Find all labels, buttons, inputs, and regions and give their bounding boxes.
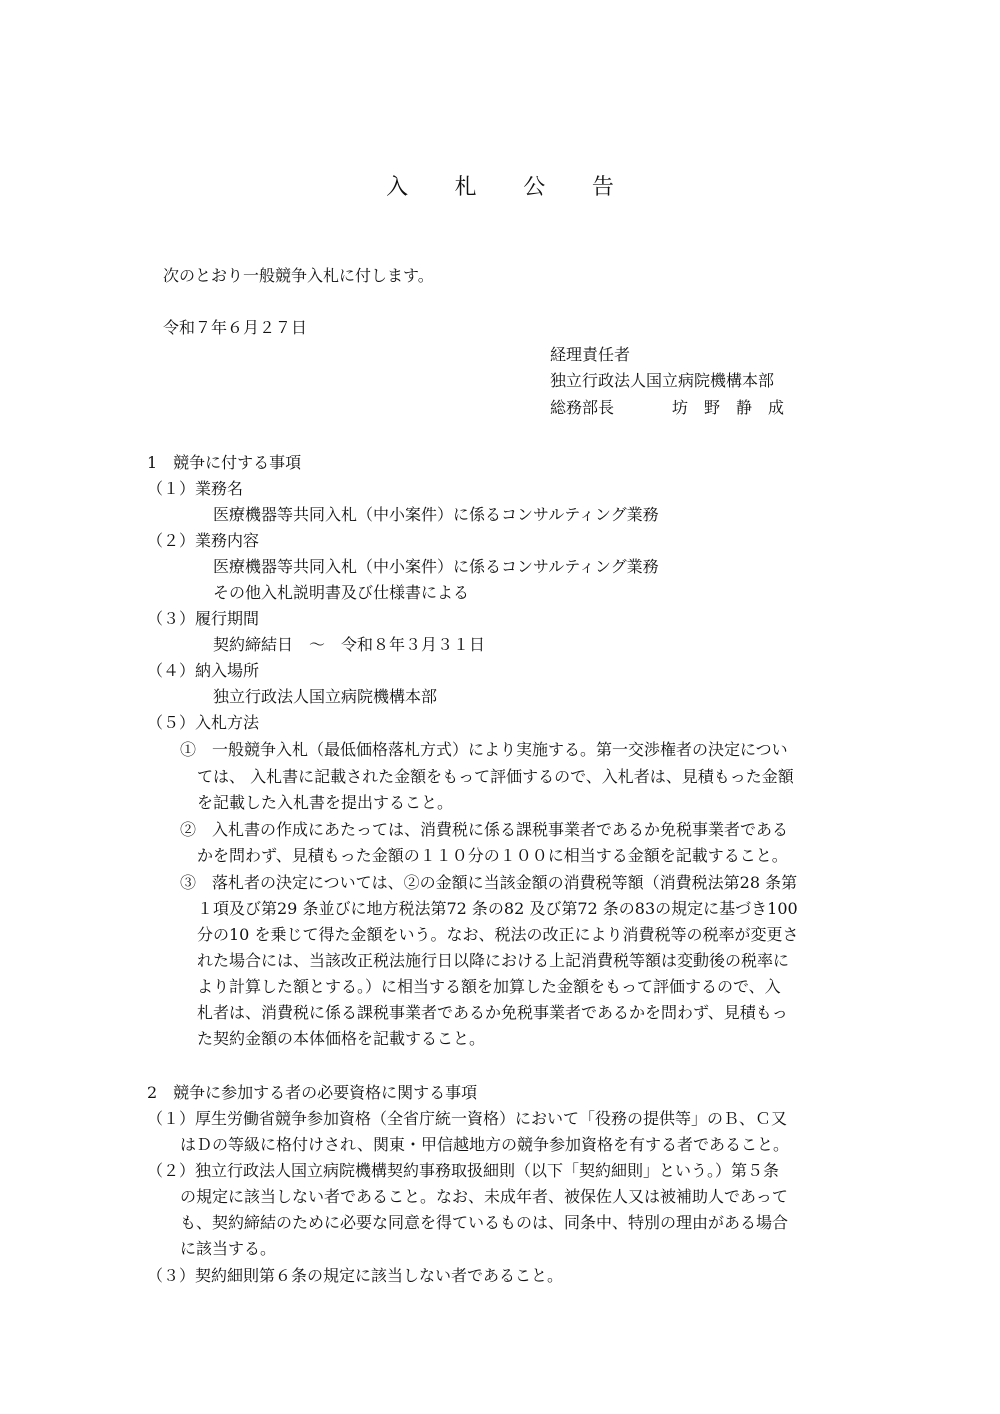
section2-item3-line: （３）契約細則第６条の規定に該当しない者であること。 [147, 1266, 564, 1285]
item5-sub1-line: ては、 入札書に記載された金額をもって評価するので、入札者は、見積もった金額 [197, 767, 794, 786]
section2-item2-line: の規定に該当しない者であること。なお、未成年者、被保佐人又は被補助人であって [180, 1187, 788, 1206]
item2-line: その他入札説明書及び仕様書による [213, 583, 470, 602]
item5-sub2-line: かを問わず、見積もった金額の１１０分の１００に相当する金額を記載すること。 [197, 846, 788, 865]
item4-label: （４）納入場所 [147, 661, 260, 680]
section2-item2-line: も、契約締結のために必要な同意を得ているものは、同条中、特別の理由がある場合 [180, 1213, 789, 1232]
item3-label: （３）履行期間 [147, 609, 260, 628]
issuer-position: 総務部長 [550, 398, 615, 417]
section2-item2-line: （２）独立行政法人国立病院機構契約事務取扱細則（以下「契約細則」という。）第５条 [147, 1161, 780, 1180]
item2-line: 医療機器等共同入札（中小案件）に係るコンサルティング業務 [213, 557, 659, 576]
item2-label: （２）業務内容 [147, 531, 260, 550]
item5-sub3-line: １項及び第29 条並びに地方税法第72 条の82 及び第72 条の83の規定に基づき100 [197, 899, 798, 918]
notice-title: 入 札 公 告 [386, 175, 634, 200]
section2-item1-line: はＤの等級に格付けされ、関東・甲信越地方の競争参加資格を有する者であること。 [180, 1135, 789, 1154]
item5-label: （５）入札方法 [147, 713, 260, 732]
item4-line: 独立行政法人国立病院機構本部 [213, 687, 438, 706]
item5-sub3-line: 札者は、消費税に係る課税事業者であるか免税事業者であるかを問わず、見積もっ [197, 1003, 788, 1022]
intro-text: 次のとおり一般競争入札に付します。 [163, 266, 434, 285]
issuer-role: 経理責任者 [550, 345, 631, 364]
item5-sub3-line: た契約金額の本体価格を記載すること。 [197, 1029, 486, 1048]
item5-sub3-line: 分の10 を乗じて得た金額をいう。なお、税法の改正により消費税等の税率が変更さ [197, 925, 799, 944]
item5-sub1-line: ① 一般競争入札（最低価格落札方式）により実施する。第一交渉権者の決定につい [180, 740, 788, 759]
section1-heading: 1 競争に付する事項 [147, 453, 302, 472]
item5-sub3-line: ③ 落札者の決定については、②の金額に当該金額の消費税等額（消費税法第28 条第 [180, 873, 798, 892]
item1-label: （１）業務名 [147, 479, 244, 498]
item1-line: 医療機器等共同入札（中小案件）に係るコンサルティング業務 [213, 505, 659, 524]
section2-item1-line: （１）厚生労働省競争参加資格（全省庁統一資格）において「役務の提供等」のＢ、Ｃ又 [147, 1109, 788, 1128]
item5-sub2-line: ② 入札書の作成にあたっては、消費税に係る課税事業者であるか免税事業者である [180, 820, 789, 839]
issuer-org: 独立行政法人国立病院機構本部 [550, 371, 775, 390]
section2-item2-line: に該当する。 [180, 1239, 277, 1258]
item5-sub1-line: を記載した入札書を提出すること。 [197, 793, 454, 812]
section2-heading: 2 競争に参加する者の必要資格に関する事項 [147, 1083, 478, 1102]
item5-sub3-line: より計算した額とする。）に相当する額を加算した金額をもって評価するので、入 [197, 977, 781, 996]
notice-date: 令和７年６月２７日 [163, 318, 308, 337]
issuer-name: 坊 野 静 成 [672, 398, 785, 417]
item3-line: 契約締結日 ～ 令和８年３月３１日 [213, 635, 486, 654]
item5-sub3-line: れた場合には、当該改正税法施行日以降における上記消費税等額は変動後の税率に [197, 951, 790, 970]
